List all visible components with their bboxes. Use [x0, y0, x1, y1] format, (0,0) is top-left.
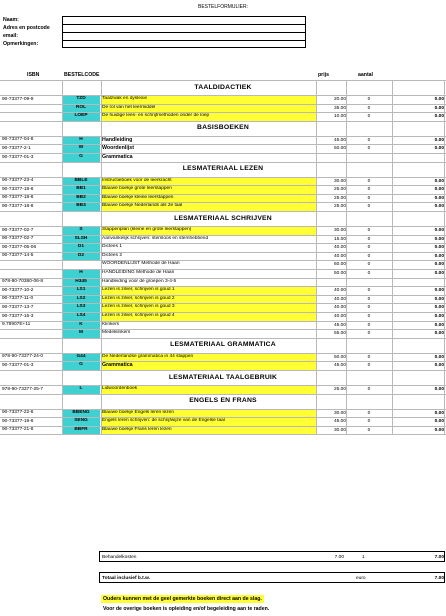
item-total: 0.00	[434, 410, 444, 416]
item-total: 0.00	[434, 146, 444, 152]
item-description: Instructieboek voor de leerkracht	[101, 177, 316, 186]
item-price: 30.00	[333, 228, 346, 233]
field-input[interactable]	[62, 16, 306, 24]
grid-line	[0, 417, 446, 418]
item-total: 0.00	[434, 178, 444, 184]
item-description: HANDLEIDING Methode de Haan	[102, 270, 175, 275]
item-total: 0.00	[434, 271, 444, 276]
item-description: Blauwe boekje kleine leerstappen	[101, 194, 316, 203]
item-quantity[interactable]: 0	[367, 322, 371, 328]
field-input[interactable]	[62, 24, 306, 32]
item-price: 30.00	[333, 427, 346, 433]
isbn-cell: 9.78907E+11	[2, 322, 31, 328]
item-description: Stappenplan (kleine en grote leerstappen)	[101, 226, 316, 235]
grid-line	[0, 80, 446, 81]
item-quantity[interactable]: 0	[367, 305, 371, 311]
grid-line	[0, 235, 446, 236]
section-title: LESMATERIAAL GRAMMATICA	[170, 341, 276, 349]
table-row	[0, 243, 446, 252]
item-total: 0.00	[434, 245, 444, 251]
item-quantity[interactable]: 0	[367, 331, 371, 337]
item-quantity[interactable]: 0	[367, 137, 371, 143]
grid-line	[0, 260, 446, 261]
item-description: De rol van het leermiddel	[101, 104, 316, 113]
item-quantity[interactable]: 0	[367, 271, 371, 276]
item-quantity[interactable]: 0	[367, 354, 371, 360]
item-quantity[interactable]: 0	[367, 97, 371, 102]
item-price: 50.00	[333, 271, 346, 276]
item-quantity[interactable]: 0	[367, 245, 371, 251]
item-quantity[interactable]: 0	[367, 419, 371, 425]
order-code: H345	[62, 278, 100, 287]
item-price: 45.00	[333, 419, 346, 425]
grid-line	[0, 426, 446, 427]
isbn-cell: 90-73377-02-7	[2, 236, 34, 242]
col-isbn: ISBN	[27, 72, 40, 78]
order-code: W	[62, 144, 100, 153]
item-description: Handleiding voor de groepen 3-4-5	[102, 278, 177, 284]
grid-line	[0, 202, 446, 203]
order-code: BB3	[62, 202, 100, 211]
order-code: LS2	[62, 295, 100, 304]
item-total: 0.00	[434, 427, 444, 433]
grid-line	[0, 269, 446, 270]
item-total: 0.00	[434, 322, 444, 328]
grid-line	[0, 434, 446, 435]
table-row	[0, 153, 446, 162]
grid-line	[346, 80, 347, 434]
grid-line	[0, 211, 446, 212]
item-description: De Nederlandse grammatica in 44 stappen	[101, 353, 316, 362]
table-row	[0, 278, 446, 287]
shipping-row	[99, 551, 445, 562]
item-quantity[interactable]: 0	[367, 288, 371, 294]
table-row	[0, 321, 446, 330]
item-price: 40.00	[333, 245, 346, 251]
table-row	[0, 269, 446, 278]
isbn-cell: 978-90-70380-06-8	[2, 279, 44, 285]
item-price: 50.00	[333, 354, 346, 360]
section-title: BASISBOEKEN	[196, 124, 250, 132]
order-code: LS3	[62, 303, 100, 312]
isbn-cell: 90-73377-21-8	[2, 427, 34, 433]
isbn-cell: 90-73377-18-8	[2, 195, 34, 201]
grid-line	[0, 394, 446, 395]
item-quantity[interactable]: 0	[367, 262, 371, 268]
table-row	[0, 329, 446, 338]
section-title: ENGELS EN FRANS	[189, 397, 257, 405]
order-code: K	[62, 321, 100, 330]
item-price: 55.00	[333, 331, 346, 337]
grid-line	[316, 80, 317, 434]
item-total: 0.00	[434, 419, 444, 425]
order-code: ROL	[62, 104, 100, 113]
grid-line	[0, 185, 446, 186]
item-description: Lezen is zilver, schrijven is goud 3	[101, 303, 316, 312]
grid-line	[0, 252, 446, 253]
grid-line	[0, 321, 446, 322]
isbn-cell: 90-73377-05-06	[2, 244, 37, 250]
table-row	[0, 136, 446, 145]
item-price: 40.00	[333, 253, 346, 259]
col-code: BESTELCODE	[64, 72, 100, 78]
grid-line	[62, 80, 63, 434]
grid-line	[0, 194, 446, 195]
item-quantity[interactable]: 0	[367, 204, 371, 210]
item-quantity[interactable]: 0	[367, 363, 371, 369]
order-code: BBFR	[62, 426, 100, 435]
order-code: BB2	[62, 194, 100, 203]
grid-line	[444, 80, 445, 434]
field-input[interactable]	[62, 40, 306, 48]
item-total: 0.00	[434, 137, 444, 143]
item-quantity[interactable]: 0	[367, 114, 371, 120]
item-description: Grammatica	[102, 154, 133, 160]
item-description: Engels leren schrijven: de schrijfwijze van de Engelse taal	[101, 417, 316, 426]
item-price: 35.00	[333, 105, 346, 111]
grid-line	[0, 153, 446, 154]
section-title: TAALDIDACTIEK	[194, 83, 252, 91]
shipping-price: 7.00	[334, 555, 344, 560]
item-total: 0.00	[434, 331, 444, 337]
isbn-cell: 90-73377-10-2	[2, 287, 34, 293]
item-price: 30.00	[333, 410, 346, 416]
item-quantity[interactable]: 0	[367, 296, 371, 302]
item-total: 0.00	[434, 236, 444, 242]
table-row	[0, 235, 446, 244]
order-code: M	[62, 329, 100, 338]
table-row	[0, 426, 446, 435]
item-quantity[interactable]: 0	[367, 236, 371, 242]
grid-line	[0, 385, 446, 386]
table-row	[0, 194, 446, 203]
grid-line	[0, 409, 446, 410]
col-price: prijs	[318, 72, 329, 78]
isbn-cell: 90-73377-04-8	[2, 137, 34, 143]
table-row	[0, 112, 446, 121]
order-code: G44	[62, 353, 100, 362]
isbn-cell: 90-73377-09-9	[2, 96, 34, 102]
grid-line	[101, 80, 102, 434]
item-description: Medeklinkers	[102, 330, 131, 336]
isbn-cell: 90-73377-11-0	[2, 296, 34, 302]
table-row	[0, 286, 446, 295]
grid-line	[0, 361, 446, 362]
table-row	[0, 260, 446, 269]
col-qty: aantal	[358, 72, 373, 78]
order-code: BBENG	[62, 409, 100, 418]
isbn-cell: 90-73377-01-3	[2, 362, 34, 368]
item-price: 45.00	[333, 363, 346, 369]
form-title: BESTELFORMULIER:	[197, 4, 248, 10]
item-price: 25.00	[333, 187, 346, 193]
item-price: 45.00	[333, 322, 346, 328]
grid-line	[0, 295, 446, 296]
field-label: Naam:	[3, 17, 19, 23]
item-total: 0.00	[434, 204, 444, 210]
isbn-cell: 90-73377-02-7	[2, 227, 34, 233]
item-total: 0.00	[434, 363, 444, 369]
item-quantity[interactable]: 0	[367, 410, 371, 416]
grid-line	[0, 278, 446, 279]
isbn-cell: 90-73377-18-8	[2, 203, 34, 209]
item-description: Lezen is zilver, schrijven is goud 2	[101, 295, 316, 304]
section-title: LESMATERIAAL LEZEN	[182, 165, 264, 173]
order-code: H	[62, 136, 100, 145]
item-description: Lidwoordenboek	[101, 385, 316, 394]
grid-line	[0, 177, 446, 178]
isbn-cell: 90-73377-01-3	[2, 154, 34, 160]
order-code: H	[62, 269, 100, 278]
item-description: Blauwe boekje Engels leren lezen	[101, 409, 316, 418]
field-label: email:	[3, 33, 18, 39]
table-row	[0, 312, 446, 321]
grid-line	[0, 370, 446, 371]
isbn-cell: 978-90-73377-24-0	[2, 354, 44, 360]
order-code: L	[62, 385, 100, 394]
table-row	[0, 177, 446, 186]
item-description: Blauwe boekje grote leerstappen	[101, 185, 316, 194]
grid-line	[392, 80, 393, 434]
grid-line	[0, 112, 446, 113]
isbn-cell: 90-73377-23-4	[2, 178, 34, 184]
item-quantity[interactable]: 0	[367, 105, 371, 111]
grand-total-row	[99, 572, 445, 583]
table-row	[0, 361, 446, 370]
item-total: 0.00	[434, 288, 444, 294]
grand-total-label: Totaal inclusief b.t.w.	[102, 576, 150, 581]
table-row	[0, 185, 446, 194]
item-description: Lezen is zilver, schrijven is goud 1	[101, 286, 316, 295]
isbn-cell: 90-73377-2-1	[2, 145, 31, 151]
order-code: LS4	[62, 312, 100, 321]
order-code: LS1	[62, 286, 100, 295]
table-row	[0, 409, 446, 418]
item-description: Taalzwak en dyslexie	[101, 95, 316, 104]
item-price: 15.00	[333, 236, 346, 242]
order-code: LOEP	[62, 112, 100, 121]
grid-line	[0, 95, 446, 96]
isbn-cell: 90-73377-22-6	[2, 410, 34, 416]
grid-line	[0, 226, 446, 227]
item-price: 20.00	[333, 97, 346, 102]
grid-line	[0, 338, 446, 339]
grid-line	[0, 243, 446, 244]
item-price: 30.00	[333, 178, 346, 184]
item-total: 0.00	[434, 296, 444, 302]
order-code: TZD	[62, 95, 100, 104]
table-row	[0, 303, 446, 312]
item-quantity[interactable]: 0	[367, 195, 371, 201]
field-label: Opmerkingen:	[3, 41, 39, 47]
table-row	[0, 353, 446, 362]
item-total: 0.00	[434, 262, 444, 268]
isbn-cell: 90-73377-13-7	[2, 304, 34, 310]
grid-line	[0, 136, 446, 137]
grid-line	[0, 312, 446, 313]
item-quantity[interactable]: 0	[367, 253, 371, 259]
order-code: SENG	[62, 417, 100, 426]
item-total: 0.00	[434, 228, 444, 233]
order-code: BB1	[62, 185, 100, 194]
isbn-cell: 978-90-73377-25-7	[2, 386, 44, 392]
order-code: S	[62, 226, 100, 235]
field-input[interactable]	[62, 32, 306, 40]
item-quantity[interactable]: 0	[367, 178, 371, 184]
item-description: De huidige lees- en schrijfmethoden onder de loep	[101, 112, 316, 121]
item-price: 40.00	[333, 305, 346, 311]
isbn-cell: 90-73377-14-5	[2, 253, 34, 259]
order-code: SLSH	[62, 235, 100, 244]
item-total: 0.00	[434, 305, 444, 311]
item-quantity[interactable]: 0	[367, 387, 371, 392]
section-title: LESMATERIAAL TAALGEBRUIK	[168, 373, 278, 381]
item-total: 0.00	[434, 187, 444, 193]
isbn-cell: 90-73377-15-3	[2, 313, 34, 319]
order-code: BBLE	[62, 177, 100, 186]
table-row	[0, 385, 446, 394]
item-price: 60.00	[333, 262, 346, 268]
item-description: Blauwe boekje Frans leren lezen	[101, 426, 316, 435]
item-quantity[interactable]: 0	[367, 427, 371, 433]
table-row	[0, 144, 446, 153]
section-title: LESMATERIAAL SCHRIJVEN	[174, 214, 272, 222]
shipping-qty[interactable]: 1	[362, 555, 365, 560]
grand-total-value: 7.00	[434, 576, 444, 581]
item-quantity[interactable]: 0	[367, 146, 371, 152]
item-price: 25.00	[333, 204, 346, 210]
item-total: 0.00	[434, 105, 444, 111]
grid-line	[0, 104, 446, 105]
item-description: Aanvankelijk schrijven: stemloos en stemhebbend	[102, 235, 209, 241]
item-price: 25.00	[333, 195, 346, 201]
order-code	[62, 260, 100, 269]
table-row	[0, 417, 446, 426]
order-table	[0, 80, 446, 434]
item-description: Blauwe boekje Nederlands als 2e taal	[101, 202, 316, 211]
item-price: 40.00	[333, 288, 346, 294]
item-price: 40.00	[333, 296, 346, 302]
item-price: 10.00	[333, 114, 346, 120]
table-row	[0, 202, 446, 211]
item-quantity[interactable]: 0	[367, 228, 371, 233]
field-label: Adres en postcode	[3, 25, 50, 31]
note-advice: Voor de overige boeken is opleiding en/of begeleiding aan te raden.	[103, 606, 270, 612]
item-description: Dictees 2	[102, 252, 122, 258]
item-description: Klinkers	[102, 321, 120, 327]
item-total: 0.00	[434, 195, 444, 201]
item-price: 50.00	[333, 146, 346, 152]
order-code: G	[62, 153, 100, 162]
isbn-cell: 90-73377-18-8	[2, 186, 34, 192]
item-total: 0.00	[434, 114, 444, 120]
item-description: Dictees 1	[102, 244, 122, 250]
item-description: Lezen is zilver, schrijven is goud 4	[101, 312, 316, 321]
item-total: 0.00	[434, 387, 444, 392]
grid-line	[0, 353, 446, 354]
order-code: D2	[62, 252, 100, 261]
item-total: 0.00	[434, 354, 444, 360]
grid-line	[0, 303, 446, 304]
note-yellow: Ouders kunnen met de geel gemerkte boeken direct aan de slag.	[103, 596, 262, 602]
item-description: Grammatica	[101, 361, 316, 370]
grid-line	[0, 286, 446, 287]
item-quantity[interactable]: 0	[367, 187, 371, 193]
currency-label: euro	[356, 576, 366, 581]
grid-line	[0, 162, 446, 163]
grid-line	[0, 121, 446, 122]
item-quantity[interactable]: 0	[367, 314, 371, 319]
table-row	[0, 252, 446, 261]
item-description: WOORDENLIJST Methode de Haan	[102, 261, 180, 267]
shipping-label: Behandelkosten	[102, 555, 137, 560]
order-code: D1	[62, 243, 100, 252]
item-total: 0.00	[434, 314, 444, 319]
item-description: Woordenlijst	[102, 145, 134, 152]
grid-line	[0, 329, 446, 330]
item-price: 25.00	[333, 387, 346, 392]
table-row	[0, 295, 446, 304]
item-total: 0.00	[434, 253, 444, 259]
table-row	[0, 104, 446, 113]
table-row	[0, 95, 446, 104]
item-price: 40.00	[333, 314, 346, 319]
order-code: G	[62, 361, 100, 370]
item-description: Handleiding	[102, 136, 133, 143]
shipping-total: 7.00	[434, 555, 444, 560]
table-row	[0, 226, 446, 235]
item-total: 0.00	[434, 97, 444, 102]
isbn-cell: 90-73377-19-6	[2, 418, 34, 424]
grid-line	[0, 144, 446, 145]
item-price: 45.00	[333, 137, 346, 143]
